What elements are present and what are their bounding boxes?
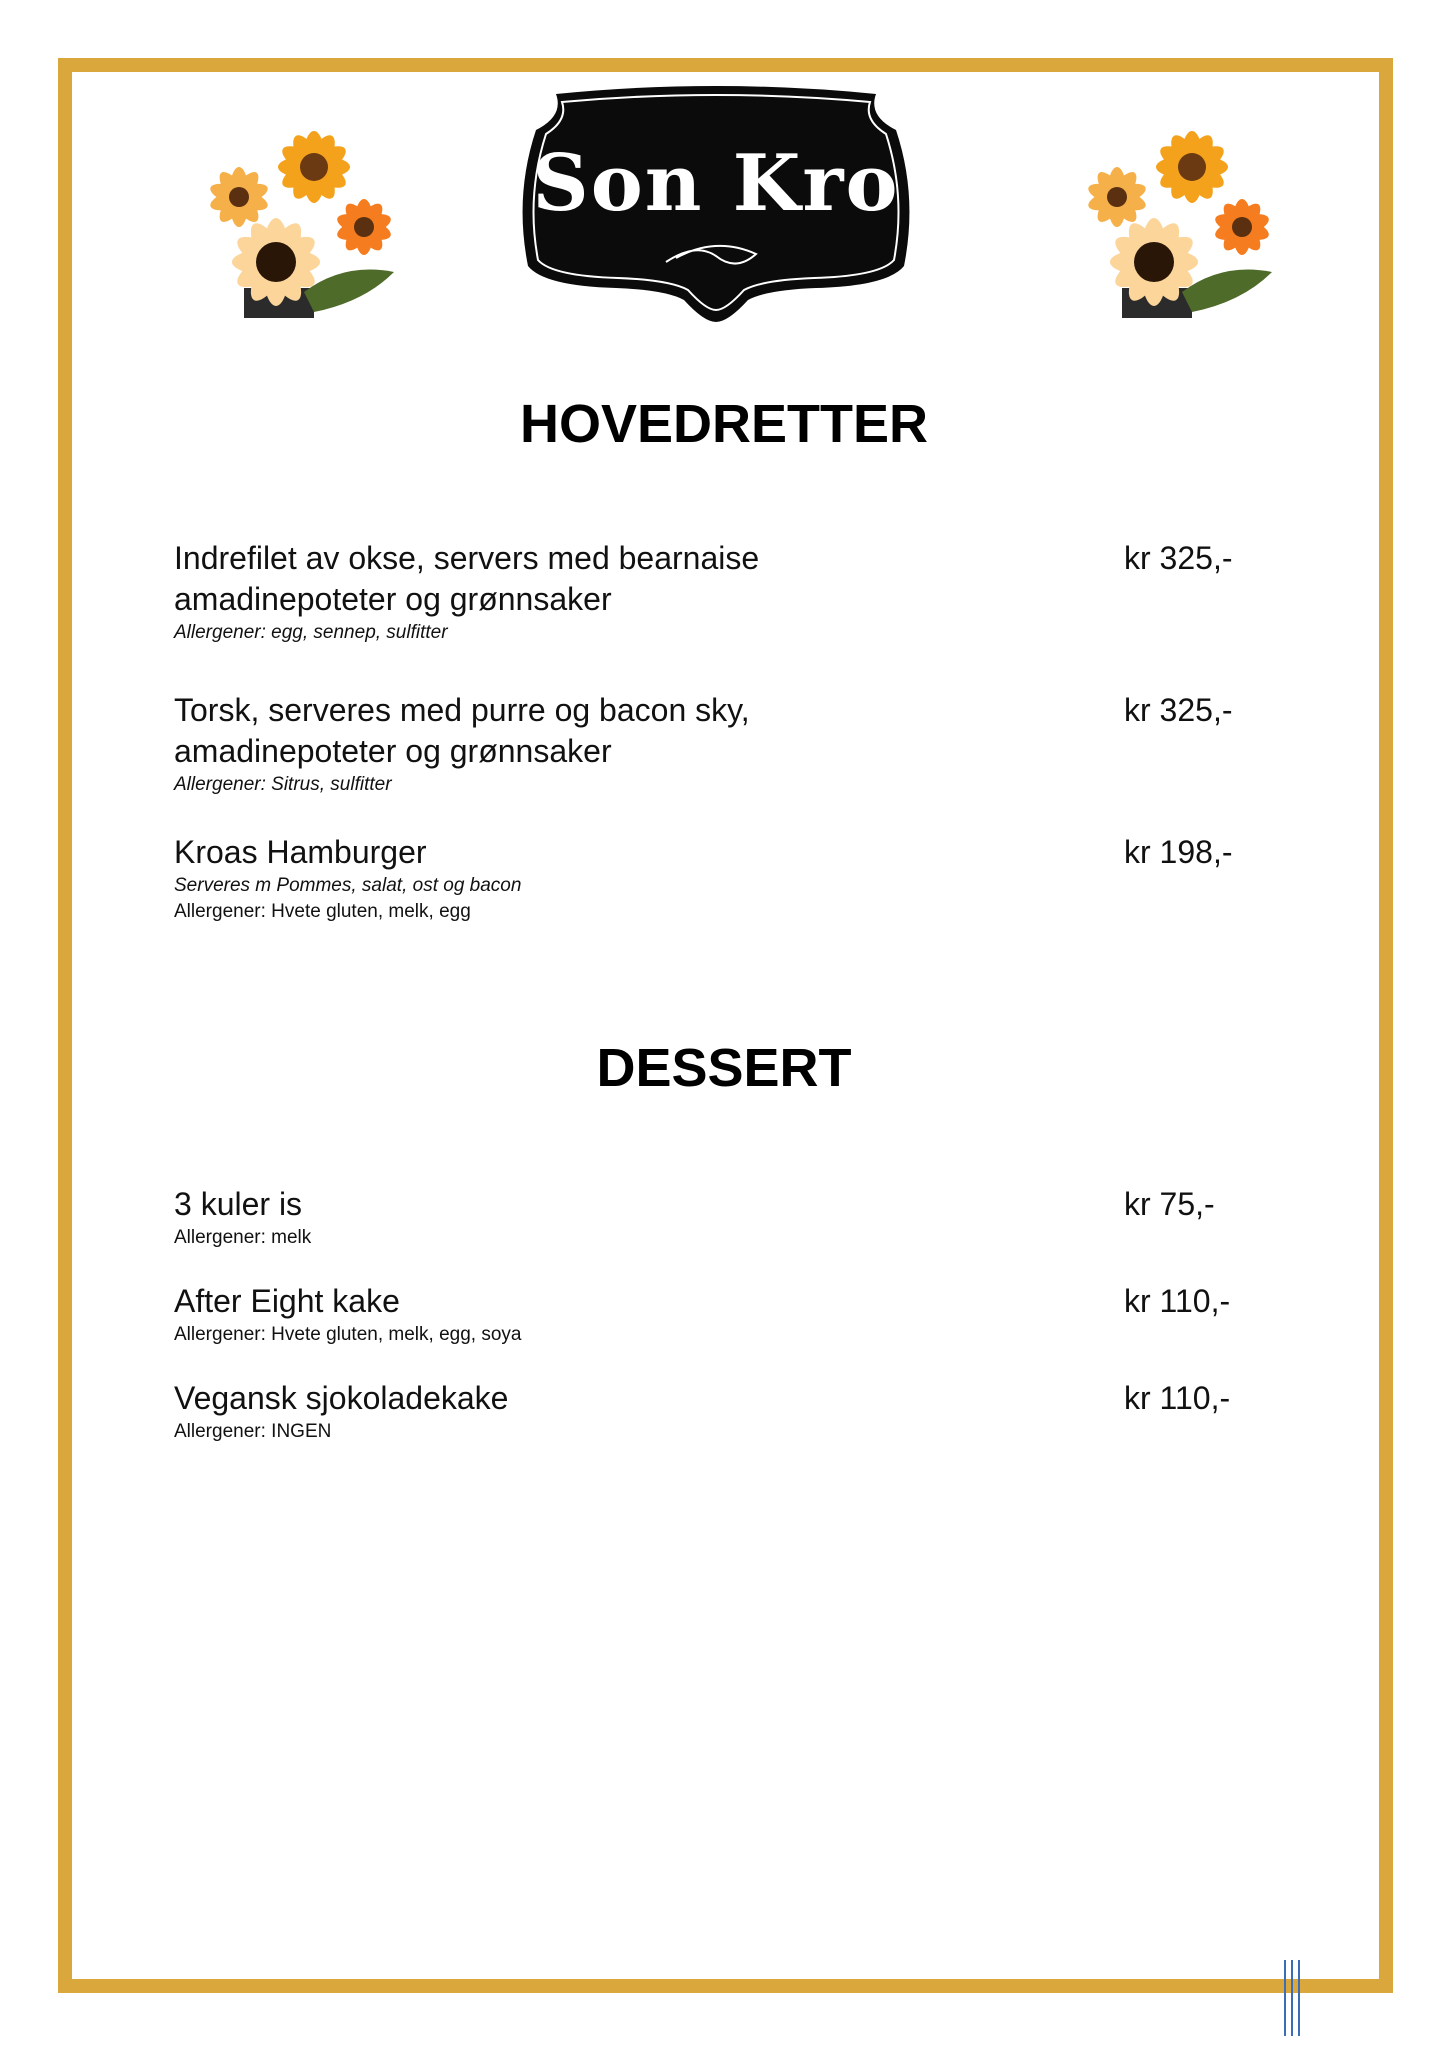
- menu-item: [174, 1281, 1254, 1348]
- item-allergens: Allergener: melk: [174, 1227, 312, 1248]
- section-title-dessert: DESSERT: [596, 1038, 852, 1098]
- restaurant-logo: [516, 86, 916, 322]
- menu-item: [174, 1184, 1254, 1251]
- menu-item: [174, 1378, 1254, 1445]
- item-allergens: Allergener: egg, sennep, sulfitter: [174, 622, 448, 643]
- section-title-hovedretter: HOVEDRETTER: [519, 394, 929, 454]
- item-price: kr 325,-: [1124, 540, 1233, 576]
- item-allergens: Allergener: INGEN: [174, 1421, 332, 1442]
- item-name: Torsk, serveres med purre og bacon sky, amadinepoteter og grønnsaker: [174, 692, 750, 769]
- menu-item: [174, 690, 1254, 798]
- decorative-lines-icon: [1284, 1960, 1302, 2040]
- item-name: After Eight kake: [174, 1283, 400, 1319]
- item-price: kr 110,-: [1124, 1380, 1231, 1416]
- menu-item: [174, 538, 1254, 646]
- sunflower-bouquet-icon: [194, 112, 408, 326]
- menu-item: [174, 832, 1254, 925]
- item-name: 3 kuler is: [174, 1186, 303, 1222]
- item-price: kr 198,-: [1124, 834, 1233, 870]
- item-price: kr 110,-: [1124, 1283, 1231, 1319]
- menu-border-frame: [58, 58, 1393, 1993]
- item-allergens: Allergener: Hvete gluten, melk, egg, soya: [174, 1324, 522, 1345]
- item-allergens: Allergener: Hvete gluten, melk, egg: [174, 901, 471, 922]
- item-price: kr 325,-: [1124, 692, 1233, 728]
- item-name: Vegansk sjokoladekake: [174, 1380, 509, 1416]
- item-price: kr 75,-: [1124, 1186, 1215, 1222]
- item-allergens: Allergener: Sitrus, sulfitter: [174, 774, 392, 795]
- item-name: Indrefilet av okse, servers med bearnaise amadinepoteter og grønnsaker: [174, 540, 760, 617]
- logo-text: Son Kro: [532, 138, 900, 229]
- item-description: Serveres m Pommes, salat, ost og bacon: [174, 875, 522, 896]
- item-name: Kroas Hamburger: [174, 834, 427, 870]
- sunflower-bouquet-icon: [1072, 112, 1286, 326]
